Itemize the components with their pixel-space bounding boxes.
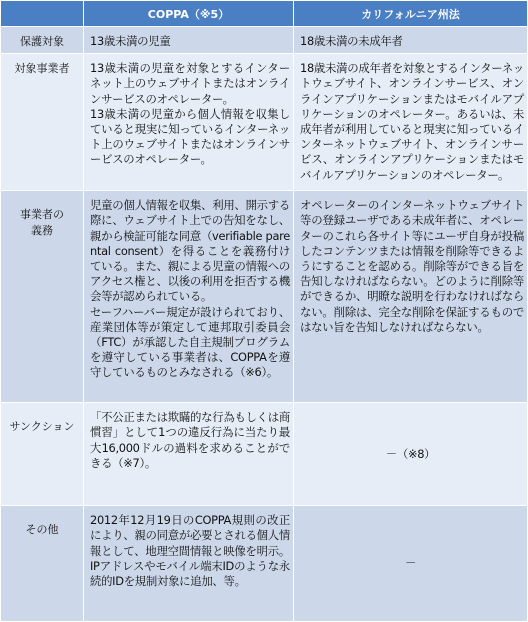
cell-text: 13歳未満の児童を対象とするインターネット上のウェブサイトまたはオンラインサービスのオペレーター。 bbox=[90, 61, 290, 106]
row-label-line: 義務 bbox=[31, 224, 53, 238]
cell-text: 13歳未満の児童 bbox=[90, 34, 171, 48]
cell-text: 18歳未満の成年者を対象とするインターネットウェブサイト、オンラインサービス、オンラインアプリケーションまたはモバイルアプリケーションのオペレーター。あるいは、未成年者が利用していると現実に知っているインターネットウェブサイト、オンラインサービス、オンラインアプリケーションまたはモバイルアプリケーションのオペレーター。 bbox=[300, 61, 524, 182]
row-label-line: 事業者の bbox=[20, 208, 64, 222]
coppa-cell bbox=[84, 27, 294, 54]
cell-text: 児童の個人情報を収集、利用、開示する際に、ウェブサイト上での告知をなし、親から検証可能な同意（verifiable parental consent）を得ることを義務付けている。また、親による児童の情報へのアクセス権と、以後の利用を拒否する機会等が認められている。 bbox=[90, 198, 290, 304]
header-row bbox=[1, 1, 528, 27]
header-california: カリフォルニア州法 bbox=[294, 1, 528, 27]
cell-text: －（※8） bbox=[385, 446, 436, 461]
california-cell bbox=[294, 506, 528, 622]
california-cell bbox=[294, 27, 528, 54]
row-sanctions bbox=[1, 403, 528, 506]
cell-text: － bbox=[404, 556, 417, 571]
cell-text: セーフハーバー規定が設けられており、産業団体等が策定して連邦取引委員会（FTC）が承認した自主規制プログラムを遵守している事業者は、COPPAを遵守しているものとみなされる（※6）。 bbox=[90, 304, 290, 380]
cell-text: 「不公正または欺瞞的な行為もしくは商慣習」として1つの違反行為に当たり最大16,000ドルの過料を求めることができる（※7）。 bbox=[90, 410, 290, 470]
row-label: その他 bbox=[1, 506, 84, 622]
coppa-cell bbox=[84, 191, 294, 403]
row-target-operators bbox=[1, 54, 528, 191]
row-label: 対象事業者 bbox=[1, 54, 84, 191]
row-protected-target bbox=[1, 27, 528, 54]
header-corner bbox=[1, 1, 84, 27]
cell-text: オペレーターのインターネットウェブサイト等の登録ユーザである未成年者に、オペレーターのこれら各サイト等にユーザ自身が投稿したコンテンツまたは情報を削除等できるようにすることを認める。削除等ができる旨を告知しなければならない。どのように削除等ができるか、明瞭な説明を行わなければならない。削除は、完全な削除を保証するものではない旨を告知しなければならない。 bbox=[300, 198, 524, 334]
coppa-cell bbox=[84, 506, 294, 622]
california-cell bbox=[294, 403, 528, 506]
row-obligations bbox=[1, 191, 528, 403]
california-cell bbox=[294, 191, 528, 403]
header-coppa: COPPA（※5） bbox=[84, 1, 294, 27]
coppa-cell bbox=[84, 54, 294, 191]
california-cell bbox=[294, 54, 528, 191]
cell-text: 18歳未満の未成年者 bbox=[300, 34, 403, 48]
row-label bbox=[1, 191, 84, 403]
coppa-cell bbox=[84, 403, 294, 506]
row-label: サンクション bbox=[1, 403, 84, 506]
row-label: 保護対象 bbox=[1, 27, 84, 54]
cell-text: 13歳未満の児童から個人情報を収集していると現実に知っているインターネット上のウェブサイトまたはオンラインサービスのオペレーター。 bbox=[90, 106, 290, 167]
row-other bbox=[1, 506, 528, 622]
cell-text: 2012年12月19日のCOPPA規則の改正により、親の同意が必要とされる個人情報として、地理空間情報と映像を明示。IPアドレスやモバイル端末IDのような永続的IDを規制対象に追加、等。 bbox=[90, 513, 290, 589]
